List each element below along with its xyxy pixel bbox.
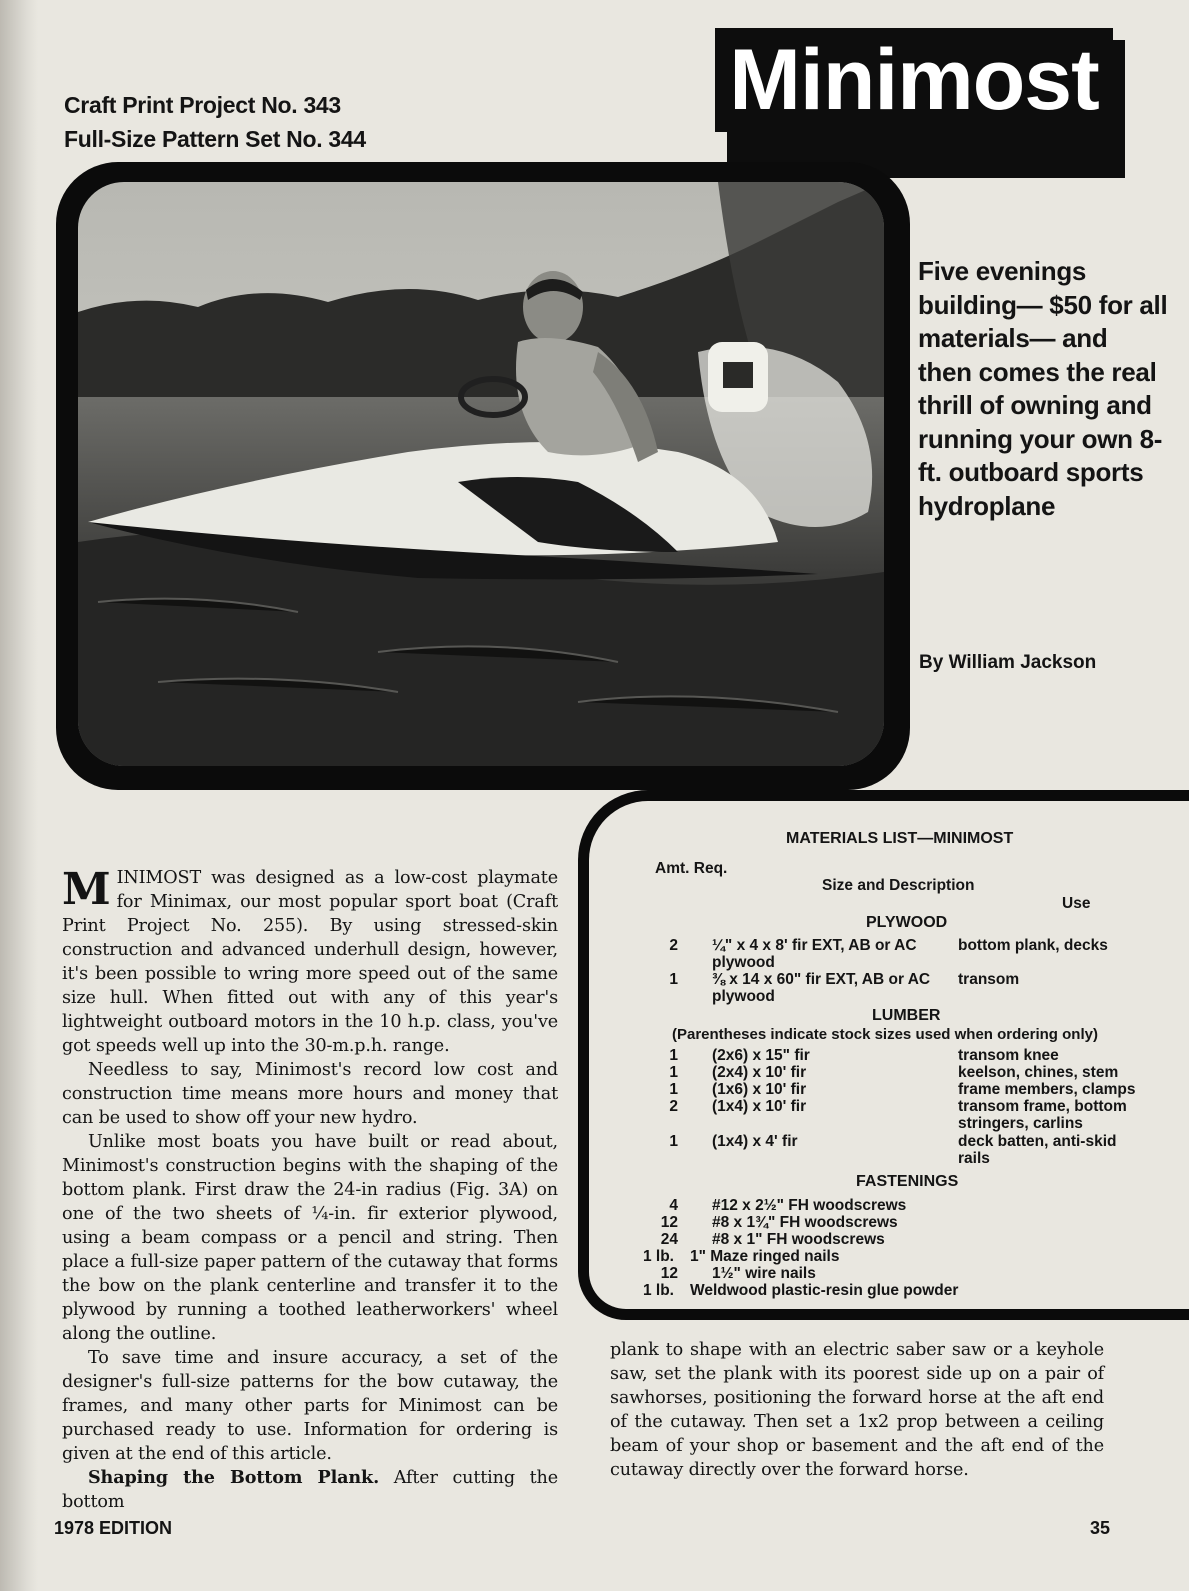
row-desc: (2x6) x 15" fir <box>712 1047 810 1064</box>
row-desc: (1x4) x 10' fir <box>712 1098 807 1115</box>
row-qty: 1 lb. <box>642 1248 674 1265</box>
edition-label: 1978 EDITION <box>54 1518 173 1538</box>
row-use: transom <box>958 971 1020 988</box>
row-qty: 1 <box>669 971 678 988</box>
row-qty: 12 <box>660 1214 678 1231</box>
column-amount: Amt. Req. <box>655 860 728 877</box>
row-use: bottom plank, decks <box>958 937 1108 954</box>
page-number: 35 <box>1090 1518 1111 1538</box>
paragraph <box>62 1466 558 1514</box>
column-use: Use <box>1062 895 1091 912</box>
project-number: Craft Print Project No. 343 <box>64 92 341 118</box>
row-desc: (2x4) x 10' fir <box>712 1064 807 1081</box>
lumber-note: (Parentheses indicate stock sizes used when ordering only) <box>672 1026 1098 1043</box>
column-size-description: Size and Description <box>822 877 975 894</box>
row-use: deck batten, anti-skid rails <box>958 1133 1117 1167</box>
lumber-heading: LUMBER <box>872 1007 941 1024</box>
paragraph: Unlike most boats you have built or read about, Minimost's construction begins with the shaping of the bottom plank. First draw the 24-in radius (Fig. 3A) on one of the two sheets of ¼-in. fir exterior plywood, using a beam compass or a pencil and string. Then place a full-size paper pattern of the cutaway that forms the bow on the plank centerline and transfer it to the plywood by running a toothed leatherworkers' wheel along the outline. <box>62 1132 558 1344</box>
row-desc: 1½" wire nails <box>712 1265 816 1282</box>
title-badge <box>715 28 1113 132</box>
row-qty: 1 lb. <box>642 1282 674 1299</box>
drop-cap: M <box>62 864 111 915</box>
row-qty: 1 <box>669 1133 678 1150</box>
row-desc: (1x4) x 4' fir <box>712 1133 798 1150</box>
row-use: keelson, chines, stem <box>958 1064 1119 1081</box>
binding-shadow <box>0 0 38 1591</box>
hydroplane-photo <box>78 182 884 766</box>
body-column-left <box>62 866 558 1514</box>
row-qty: 2 <box>669 937 678 954</box>
materials-title: MATERIALS LIST—MINIMOST <box>786 830 1014 847</box>
row-qty: 1 <box>669 1047 678 1064</box>
row-desc: ¼" x 4 x 8' fir EXT, AB or AC plywood <box>712 937 917 971</box>
row-qty: 4 <box>669 1197 678 1214</box>
row-qty: 2 <box>669 1098 678 1115</box>
body-column-right <box>610 1338 1104 1482</box>
row-desc: #12 x 2½" FH woodscrews <box>712 1197 907 1214</box>
paragraph: To save time and insure accuracy, a set of the designer's full-size patterns for the bow cutaway, the frames, and many other parts for Minimost can be purchased ready to use. Information for ordering is given at the end of this article. <box>62 1348 558 1464</box>
pattern-set-number: Full-Size Pattern Set No. 344 <box>64 126 366 152</box>
row-desc: #8 x 1" FH woodscrews <box>712 1231 885 1248</box>
paragraph-text: INIMOST was designed as a low-cost playmate for Minimax, our most popular sport boat (Craft Print Project No. 255). By using stressed-skin construction and advanced underhull design, however, it's been possible to wring more speed out of the same size hull. When fitted out with any of this year's lightweight outboard motors in the 10 h.p. class, you've got speeds well up into the 30-m.p.h. range. <box>62 868 558 1056</box>
row-desc: Weldwood plastic-resin glue powder <box>690 1282 959 1299</box>
paragraph-text: After cutting the bottom <box>62 1468 558 1512</box>
paragraph: Needless to say, Minimost's record low cost and construction time means more hours and money that can be used to show off your new hydro. <box>62 1060 558 1128</box>
row-desc: ⅜ x 14 x 60" fir EXT, AB or AC plywood <box>712 971 931 1005</box>
subhead: Shaping the Bottom Plank. <box>88 1467 380 1488</box>
row-use: transom knee <box>958 1047 1059 1064</box>
row-desc: (1x6) x 10' fir <box>712 1081 807 1098</box>
row-qty: 1 <box>669 1081 678 1098</box>
row-use: transom frame, bottom stringers, carlins <box>958 1098 1127 1132</box>
paragraph: plank to shape with an electric saber saw or a keyhole saw, set the plank with its poorest side up on a pair of sawhorses, positioning the forward horse at the aft end of the cutaway. Then set a 1x2 prop between a ceiling beam of your shop or basement and the aft end of the cutaway directly over the forward horse. <box>610 1340 1104 1480</box>
row-qty: 24 <box>660 1231 678 1248</box>
row-qty: 1 <box>669 1064 678 1081</box>
row-desc: #8 x 1¾" FH woodscrews <box>712 1214 898 1231</box>
fastenings-heading: FASTENINGS <box>856 1173 959 1190</box>
row-use: frame members, clamps <box>958 1081 1136 1098</box>
byline: By William Jackson <box>919 652 1097 673</box>
row-desc: 1" Maze ringed nails <box>690 1248 840 1265</box>
paragraph <box>62 866 558 1058</box>
row-qty: 12 <box>660 1265 678 1282</box>
deck-text: Five evenings building— $50 for all materials— and then comes the real thrill of owning and running your own 8-ft. outboard sports hydroplane <box>918 256 1168 521</box>
plywood-heading: PLYWOOD <box>866 914 948 931</box>
article-title: Minimost <box>729 32 1099 128</box>
